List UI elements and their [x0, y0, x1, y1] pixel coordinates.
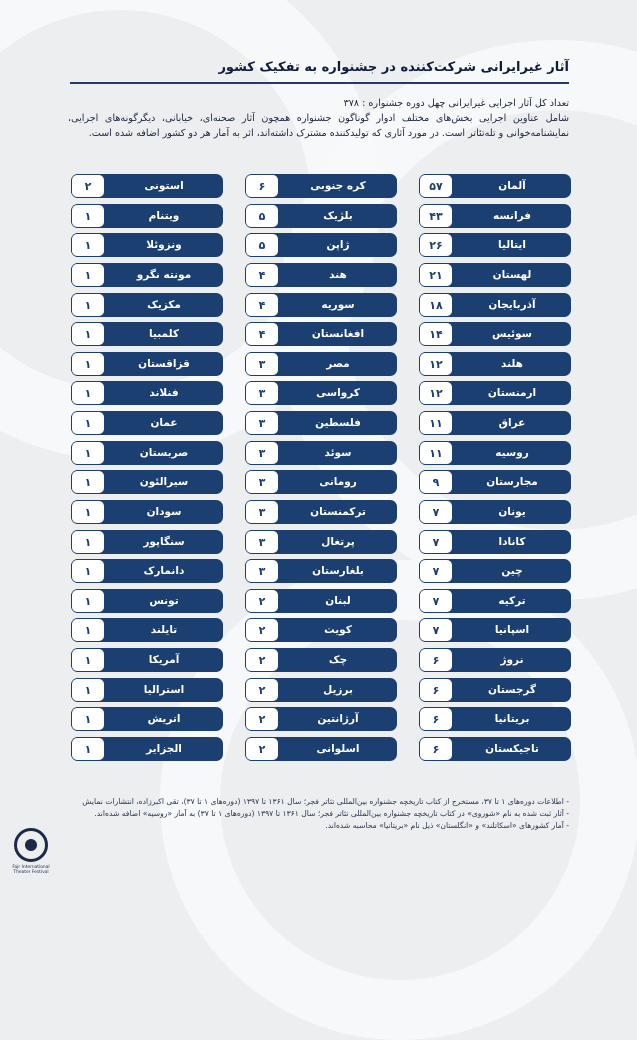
country-count: ۵۷ [419, 174, 453, 198]
country-row [419, 263, 571, 287]
country-row [245, 174, 397, 198]
country-name: هلند [501, 357, 523, 370]
country-count: ۱ [71, 352, 105, 376]
country-row [71, 589, 223, 613]
country-name: اتریش [147, 713, 181, 726]
country-row [71, 678, 223, 702]
country-row [245, 707, 397, 731]
country-row [245, 648, 397, 672]
intro-total: تعداد کل آثار اجرایی غیرایرانی چهل دوره جشنواره : ۳۷۸ [343, 98, 569, 109]
country-column-3 [71, 174, 223, 767]
country-count: ۳ [245, 441, 279, 465]
country-count: ۳ [245, 530, 279, 554]
country-count: ۷ [419, 500, 453, 524]
country-name: عمان [150, 417, 178, 429]
country-name: بلژیک [323, 209, 353, 222]
country-name: سوریه [321, 298, 355, 311]
country-name: لبنان [325, 594, 351, 607]
country-count: ۱ [71, 589, 105, 613]
country-count: ۲۶ [419, 233, 453, 257]
country-count: ۴ [245, 322, 279, 346]
country-row [419, 648, 571, 672]
title-underline [70, 82, 569, 84]
country-count: ۱۸ [419, 293, 453, 317]
country-count: ۶ [245, 174, 279, 198]
country-name: اسپانیا [494, 624, 530, 637]
country-row [245, 204, 397, 228]
country-count: ۷ [419, 618, 453, 642]
country-count: ۶ [419, 648, 453, 672]
country-name: پرتغال [321, 535, 355, 548]
country-row [71, 618, 223, 642]
country-row [71, 233, 223, 257]
country-row [71, 707, 223, 731]
country-count: ۱۲ [419, 352, 453, 376]
country-name: تایلند [150, 624, 178, 637]
footnote: - آمار کشورهای «اسکاتلند» و «انگلستان» ذیل نام «بریتانیا» محاسبه شده‌اند. [325, 821, 569, 830]
country-count: ۹ [419, 470, 453, 494]
country-count: ۶ [419, 737, 453, 761]
country-name: سوئد [324, 446, 352, 459]
country-count: ۲ [245, 589, 279, 613]
country-name: بلغارستان [312, 565, 364, 578]
country-name: ژاپن [326, 239, 350, 252]
country-name: کویت [324, 624, 352, 637]
country-row [245, 293, 397, 317]
country-name: مکزیک [147, 298, 181, 311]
country-name: کانادا [498, 535, 526, 548]
country-count: ۱ [71, 500, 105, 524]
country-row [419, 618, 571, 642]
country-row [245, 352, 397, 376]
country-name: افغانستان [311, 328, 365, 341]
country-count: ۱ [71, 381, 105, 405]
country-count: ۲ [71, 174, 105, 198]
country-count: ۱ [71, 707, 105, 731]
country-row [419, 233, 571, 257]
country-count: ۱۲ [419, 381, 453, 405]
country-row [419, 470, 571, 494]
country-count: ۲ [245, 618, 279, 642]
country-row [245, 559, 397, 583]
country-row [419, 293, 571, 317]
country-count: ۱۴ [419, 322, 453, 346]
country-count: ۳ [245, 500, 279, 524]
country-name: فلسطین [315, 417, 361, 429]
country-name: آرژانتین [317, 713, 359, 726]
country-name: قزاقستان [138, 357, 190, 370]
country-row [419, 174, 571, 198]
country-count: ۲ [245, 707, 279, 731]
country-count: ۳ [245, 470, 279, 494]
footnotes [70, 796, 569, 832]
country-name: سودان [146, 505, 182, 518]
country-row [71, 174, 223, 198]
country-count: ۱ [71, 293, 105, 317]
page-title: آثار غیرایرانی شرکت‌کننده در جشنواره به تفکیک کشور [218, 60, 569, 75]
country-row [71, 500, 223, 524]
country-name: سوئیس [492, 328, 532, 341]
country-row [419, 352, 571, 376]
country-row [419, 441, 571, 465]
country-columns [66, 174, 571, 764]
country-name: آذربایجان [488, 298, 536, 311]
country-count: ۲ [245, 678, 279, 702]
country-row [245, 530, 397, 554]
country-row [71, 381, 223, 405]
country-count: ۳ [245, 381, 279, 405]
country-row [71, 648, 223, 672]
country-row [245, 500, 397, 524]
country-row [71, 352, 223, 376]
intro-description: شامل عناوین اجرایی بخش‌های مختلف ادوار گوناگون جشنواره همچون آثار صحنه‌ای، خیابانی، دیگرگونه‌های اجرایی، نمایشنامه‌خوانی و تله‌تئاتر است. در مورد آثاری که تولیدکننده مشترک داشته‌اند، اثر به آمار هر دو کشور اضافه شده است. [68, 113, 569, 139]
country-count: ۱ [71, 737, 105, 761]
country-name: چک [328, 654, 348, 666]
country-count: ۱ [71, 204, 105, 228]
country-row [71, 293, 223, 317]
country-name: لهستان [492, 268, 532, 281]
country-count: ۷ [419, 559, 453, 583]
country-count: ۱۱ [419, 441, 453, 465]
country-row [419, 589, 571, 613]
country-name: استرالیا [143, 683, 185, 696]
country-name: نروژ [500, 654, 524, 666]
country-name: سیرالئون [139, 476, 189, 489]
country-count: ۱ [71, 618, 105, 642]
country-name: هند [329, 268, 347, 281]
country-row [419, 559, 571, 583]
country-name: مجارستان [486, 476, 538, 489]
country-count: ۵ [245, 233, 279, 257]
country-count: ۶ [419, 707, 453, 731]
country-row [71, 322, 223, 346]
country-name: ترکمنستان [310, 505, 366, 518]
country-name: ترکیه [498, 594, 526, 607]
intro-text [68, 96, 569, 141]
country-count: ۱ [71, 411, 105, 435]
country-count: ۱ [71, 470, 105, 494]
country-count: ۶ [419, 678, 453, 702]
country-column-1 [419, 174, 571, 767]
country-count: ۱۱ [419, 411, 453, 435]
country-row [245, 589, 397, 613]
country-row [245, 411, 397, 435]
country-row [419, 737, 571, 761]
country-name: بریتانیا [494, 713, 530, 726]
country-count: ۷ [419, 530, 453, 554]
country-name: مونته نگرو [136, 268, 192, 281]
country-name: آمریکا [148, 654, 180, 666]
country-row [71, 263, 223, 287]
country-row [419, 678, 571, 702]
country-count: ۱ [71, 263, 105, 287]
country-row [245, 737, 397, 761]
country-name: ارمنستان [487, 387, 537, 400]
country-row [71, 411, 223, 435]
country-row [71, 737, 223, 761]
country-name: فرانسه [492, 209, 531, 222]
country-name: مصر [326, 357, 350, 370]
country-name: برزیل [323, 683, 353, 696]
country-count: ۵ [245, 204, 279, 228]
country-row [419, 411, 571, 435]
country-name: استونی [144, 180, 184, 192]
country-count: ۱ [71, 678, 105, 702]
country-count: ۱ [71, 648, 105, 672]
footnote: - آثار ثبت شده به نام «شوروی» در کتاب تاریخچه جشنواره بین‌المللی تئاتر فجر؛ سال ۱۳۶۱ تا ۱۳۹۷ (دوره‌های ۱ تا ۳۷) به آمار «روسیه» اضافه شده‌اند. [94, 809, 569, 818]
country-row [419, 204, 571, 228]
country-row [71, 441, 223, 465]
country-count: ۱ [71, 559, 105, 583]
country-column-2 [245, 174, 397, 767]
country-name: کلمبیا [149, 328, 179, 341]
country-name: کره جنوبی [310, 180, 366, 192]
country-name: دانمارک [143, 565, 185, 578]
country-row [419, 707, 571, 731]
country-row [245, 322, 397, 346]
country-name: چین [501, 565, 523, 578]
country-name: عراق [498, 417, 526, 429]
country-name: فنلاند [149, 387, 179, 400]
country-count: ۳ [245, 411, 279, 435]
country-count: ۱ [71, 322, 105, 346]
country-row [245, 678, 397, 702]
country-count: ۲ [245, 737, 279, 761]
country-name: سنگاپور [143, 535, 185, 548]
country-name: تونس [149, 594, 179, 607]
country-count: ۷ [419, 589, 453, 613]
country-count: ۱ [71, 233, 105, 257]
country-row [419, 381, 571, 405]
country-row [245, 470, 397, 494]
country-row [71, 204, 223, 228]
country-name: ایتالیا [498, 239, 526, 252]
country-row [71, 559, 223, 583]
country-name: الجزایر [146, 742, 182, 755]
country-count: ۴ [245, 263, 279, 287]
country-name: صربستان [139, 446, 189, 459]
country-count: ۲۱ [419, 263, 453, 287]
country-name: روسیه [495, 446, 529, 459]
country-count: ۴۳ [419, 204, 453, 228]
country-row [245, 441, 397, 465]
country-name: گرجستان [487, 683, 537, 696]
festival-logo [8, 828, 54, 888]
country-row [245, 381, 397, 405]
country-name: آلمان [498, 180, 526, 192]
country-count: ۱ [71, 441, 105, 465]
country-count: ۲ [245, 648, 279, 672]
country-row [245, 263, 397, 287]
country-count: ۳ [245, 352, 279, 376]
country-name: یونان [498, 505, 526, 518]
country-row [71, 470, 223, 494]
country-count: ۳ [245, 559, 279, 583]
festival-logo-caption: Fajr International Theater Festival [12, 865, 50, 875]
country-row [245, 233, 397, 257]
country-name: تاجیکستان [485, 742, 539, 755]
country-row [71, 530, 223, 554]
country-name: ونزوئلا [146, 239, 182, 252]
country-name: اسلوانی [316, 742, 360, 755]
country-row [419, 322, 571, 346]
country-count: ۴ [245, 293, 279, 317]
country-row [419, 530, 571, 554]
country-count: ۱ [71, 530, 105, 554]
country-row [245, 618, 397, 642]
country-row [419, 500, 571, 524]
festival-logo-mark [14, 828, 48, 862]
country-name: کرواسی [316, 387, 360, 400]
country-name: ویتنام [148, 209, 180, 222]
footnote: - اطلاعات دوره‌های ۱ تا ۳۷، مستخرج از کتاب تاریخچه جشنواره بین‌المللی تئاتر فجر؛ سال ۱۳۶۱ تا ۱۳۹۷ (دوره‌های ۱ تا ۳۷)، تقی اکبرزاده، انتشارات نمایش [82, 797, 569, 806]
country-name: رومانی [319, 476, 357, 489]
